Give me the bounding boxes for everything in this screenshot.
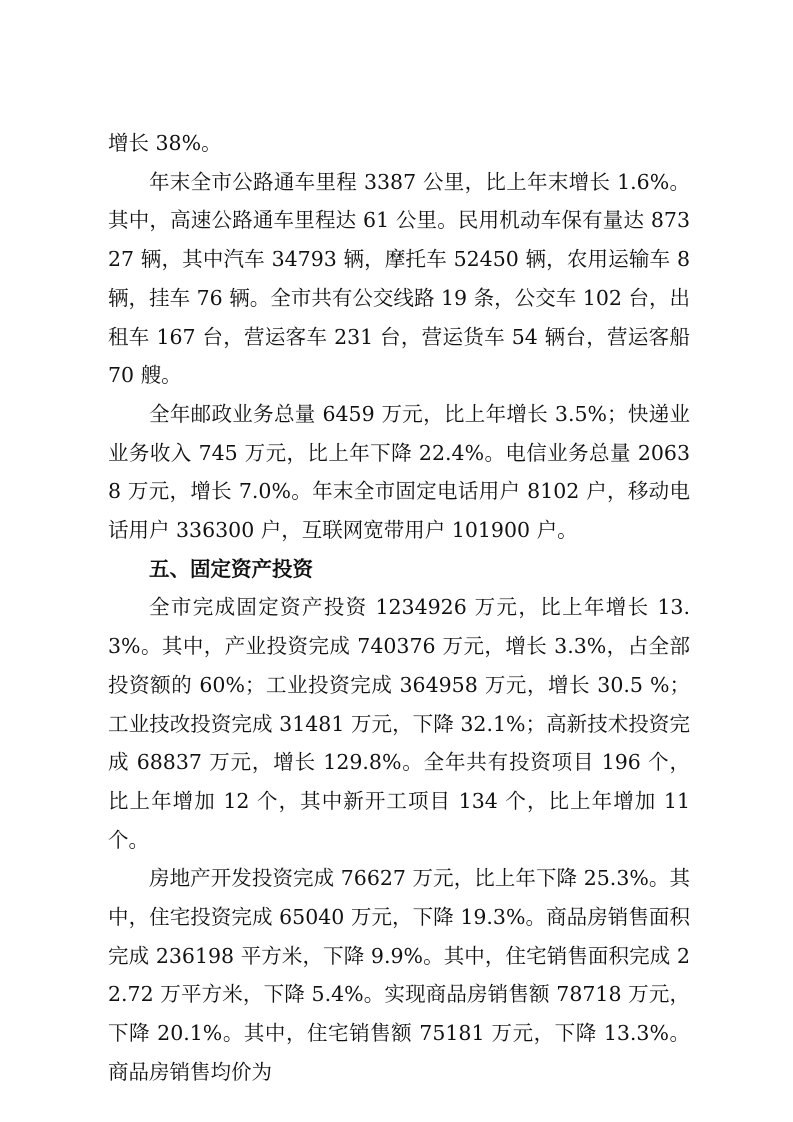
paragraph-highway-vehicles: 年末全市公路通车里程 3387 公里，比上年末增长 1.6%。其中，高速公路通车里程达 61 公里。民用机动车保有量达 87327 辆，其中汽车 34793 辆，摩托车 52450 辆，农用运输车 8 辆，挂车 76 辆。全市共有公交线路 19 条，公交车 102 台，出租车 167 台，营运客车 231 台，营运货车 54 辆台，营运客船 70 艘。 [108,169,690,388]
paragraph-postal-telecom: 全年邮政业务总量 6459 万元，比上年增长 3.5%；快递业业务收入 745 万元，比上年下降 22.4%。电信业务总量 20638 万元，增长 7.0%。年末全市固定电话用户 8102 户，移动电话用户 336300 户，互联网宽带用户 101900 户。 [108,401,690,543]
document-page [108,124,690,1092]
paragraph-real-estate: 房地产开发投资完成 76627 万元，比上年下降 25.3%。其中，住宅投资完成 65040 万元，下降 19.3%。商品房销售面积完成 236198 平方米，下降 9.9%。其中，住宅销售面积完成 22.72 万平方米，下降 5.4%。实现商品房销售额 78718 万元，下降 20.1%。其中，住宅销售额 75181 万元，下降 13.3%。商品房销售均价为 [108,866,690,1084]
paragraph-continuation: 增长 38%。 [108,131,222,155]
paragraph-fixed-asset-investment: 全市完成固定资产投资 1234926 万元，比上年增长 13.3%。其中，产业投资完成 740376 万元，增长 3.3%，占全部投资额的 60%；工业投资完成 364958 万元，增长 30.5 %；工业技改投资完成 31481 万元，下降 32.1%；高新技术投资完成 68837 万元，增长 129.8%。全年共有投资项目 196 个，比上年增加 12 个，其中新开工项目 134 个，比上年增加 11 个。 [108,595,690,852]
section-heading-fixed-asset-investment: 五、固定资产投资 [149,556,313,581]
